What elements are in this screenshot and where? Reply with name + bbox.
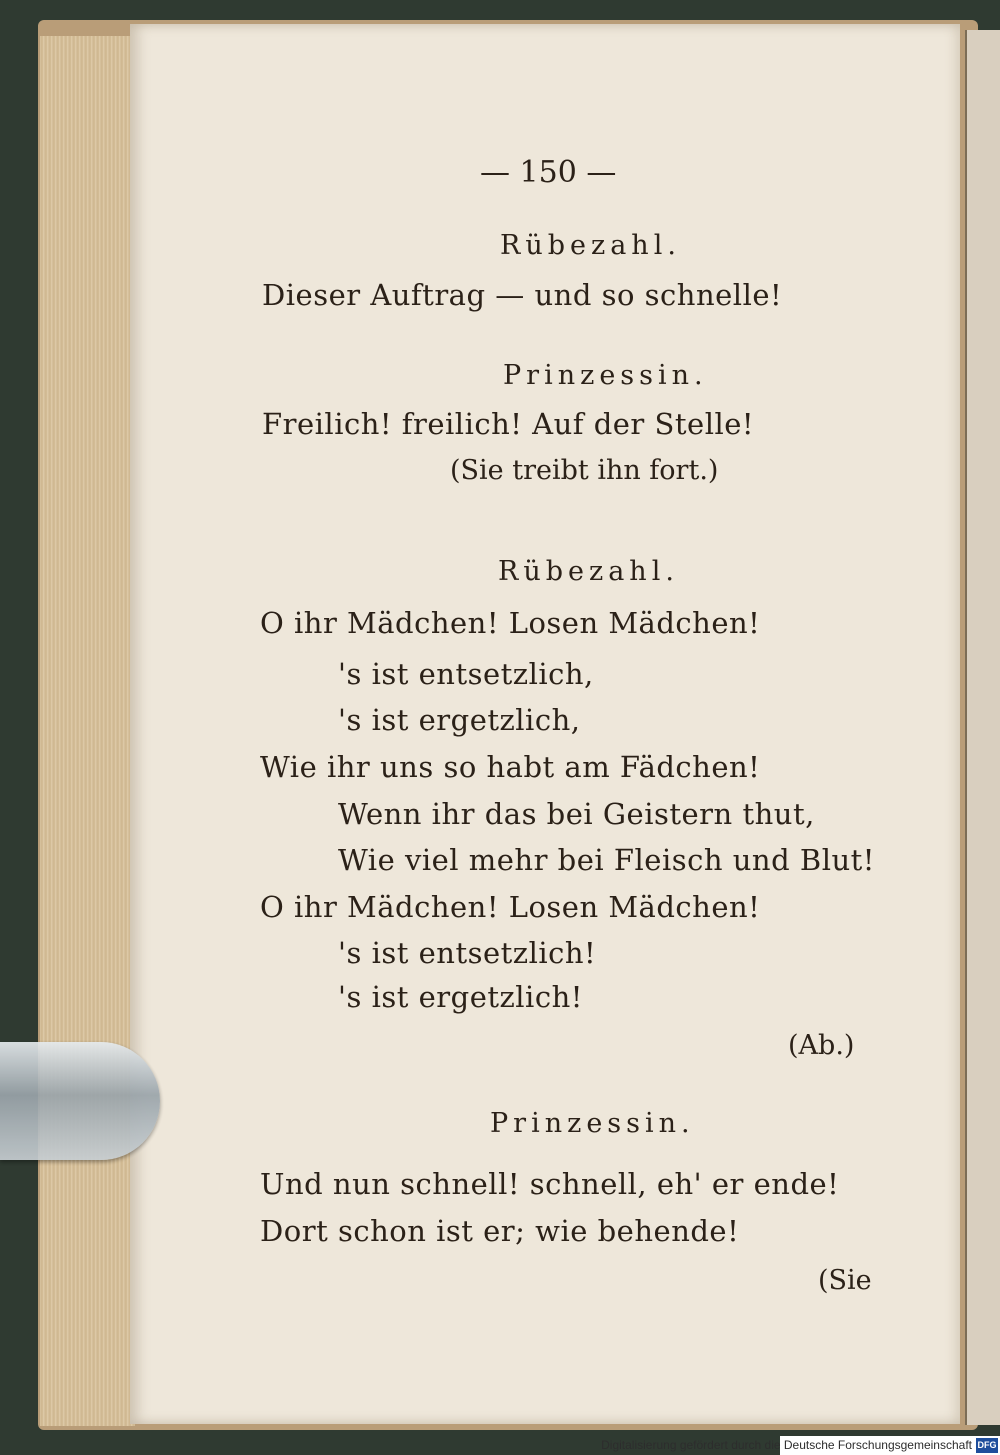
speaker-name: Prinzessin. (490, 1108, 695, 1139)
verse-line: O ihr Mädchen! Losen Mädchen! (260, 890, 761, 924)
verse-line: 's ist ergetzlich! (338, 980, 583, 1014)
verse-line: 's ist ergetzlich, (338, 703, 581, 737)
page-stack-edge (40, 36, 135, 1426)
verse-line: 's ist entsetzlich, (338, 657, 594, 691)
speaker-name: Rübezahl. (500, 230, 681, 261)
verse-line: O ihr Mädchen! Losen Mädchen! (260, 606, 761, 640)
verse-line: Wie viel mehr bei Fleisch und Blut! (338, 843, 875, 877)
catchword: (Sie (818, 1265, 872, 1296)
speaker-name: Rübezahl. (498, 556, 679, 587)
stage-direction: (Ab.) (788, 1030, 855, 1061)
verse-line: Dieser Auftrag — und so schnelle! (262, 278, 783, 312)
speaker-name: Prinzessin. (503, 360, 708, 391)
page-number: — 150 — (480, 155, 617, 190)
dfg-logo: DFG (976, 1438, 998, 1453)
funding-credit: Digitalisierung gefördert durch die Deutsche Forschungsgemeinschaft (601, 1438, 972, 1452)
facing-page-edge (965, 30, 1000, 1425)
verse-line: Wie ihr uns so habt am Fädchen! (260, 750, 761, 784)
verse-line: Und nun schnell! schnell, eh' er ende! (260, 1167, 840, 1201)
verse-line: Wenn ihr das bei Geistern thut, (338, 797, 815, 831)
page-holder-clip (0, 1042, 160, 1160)
stage-direction: (Sie treibt ihn fort.) (450, 455, 719, 486)
verse-line: Freilich! freilich! Auf der Stelle! (262, 407, 755, 441)
verse-line: Dort schon ist er; wie behende! (260, 1214, 740, 1248)
verse-line: 's ist entsetzlich! (338, 936, 597, 970)
